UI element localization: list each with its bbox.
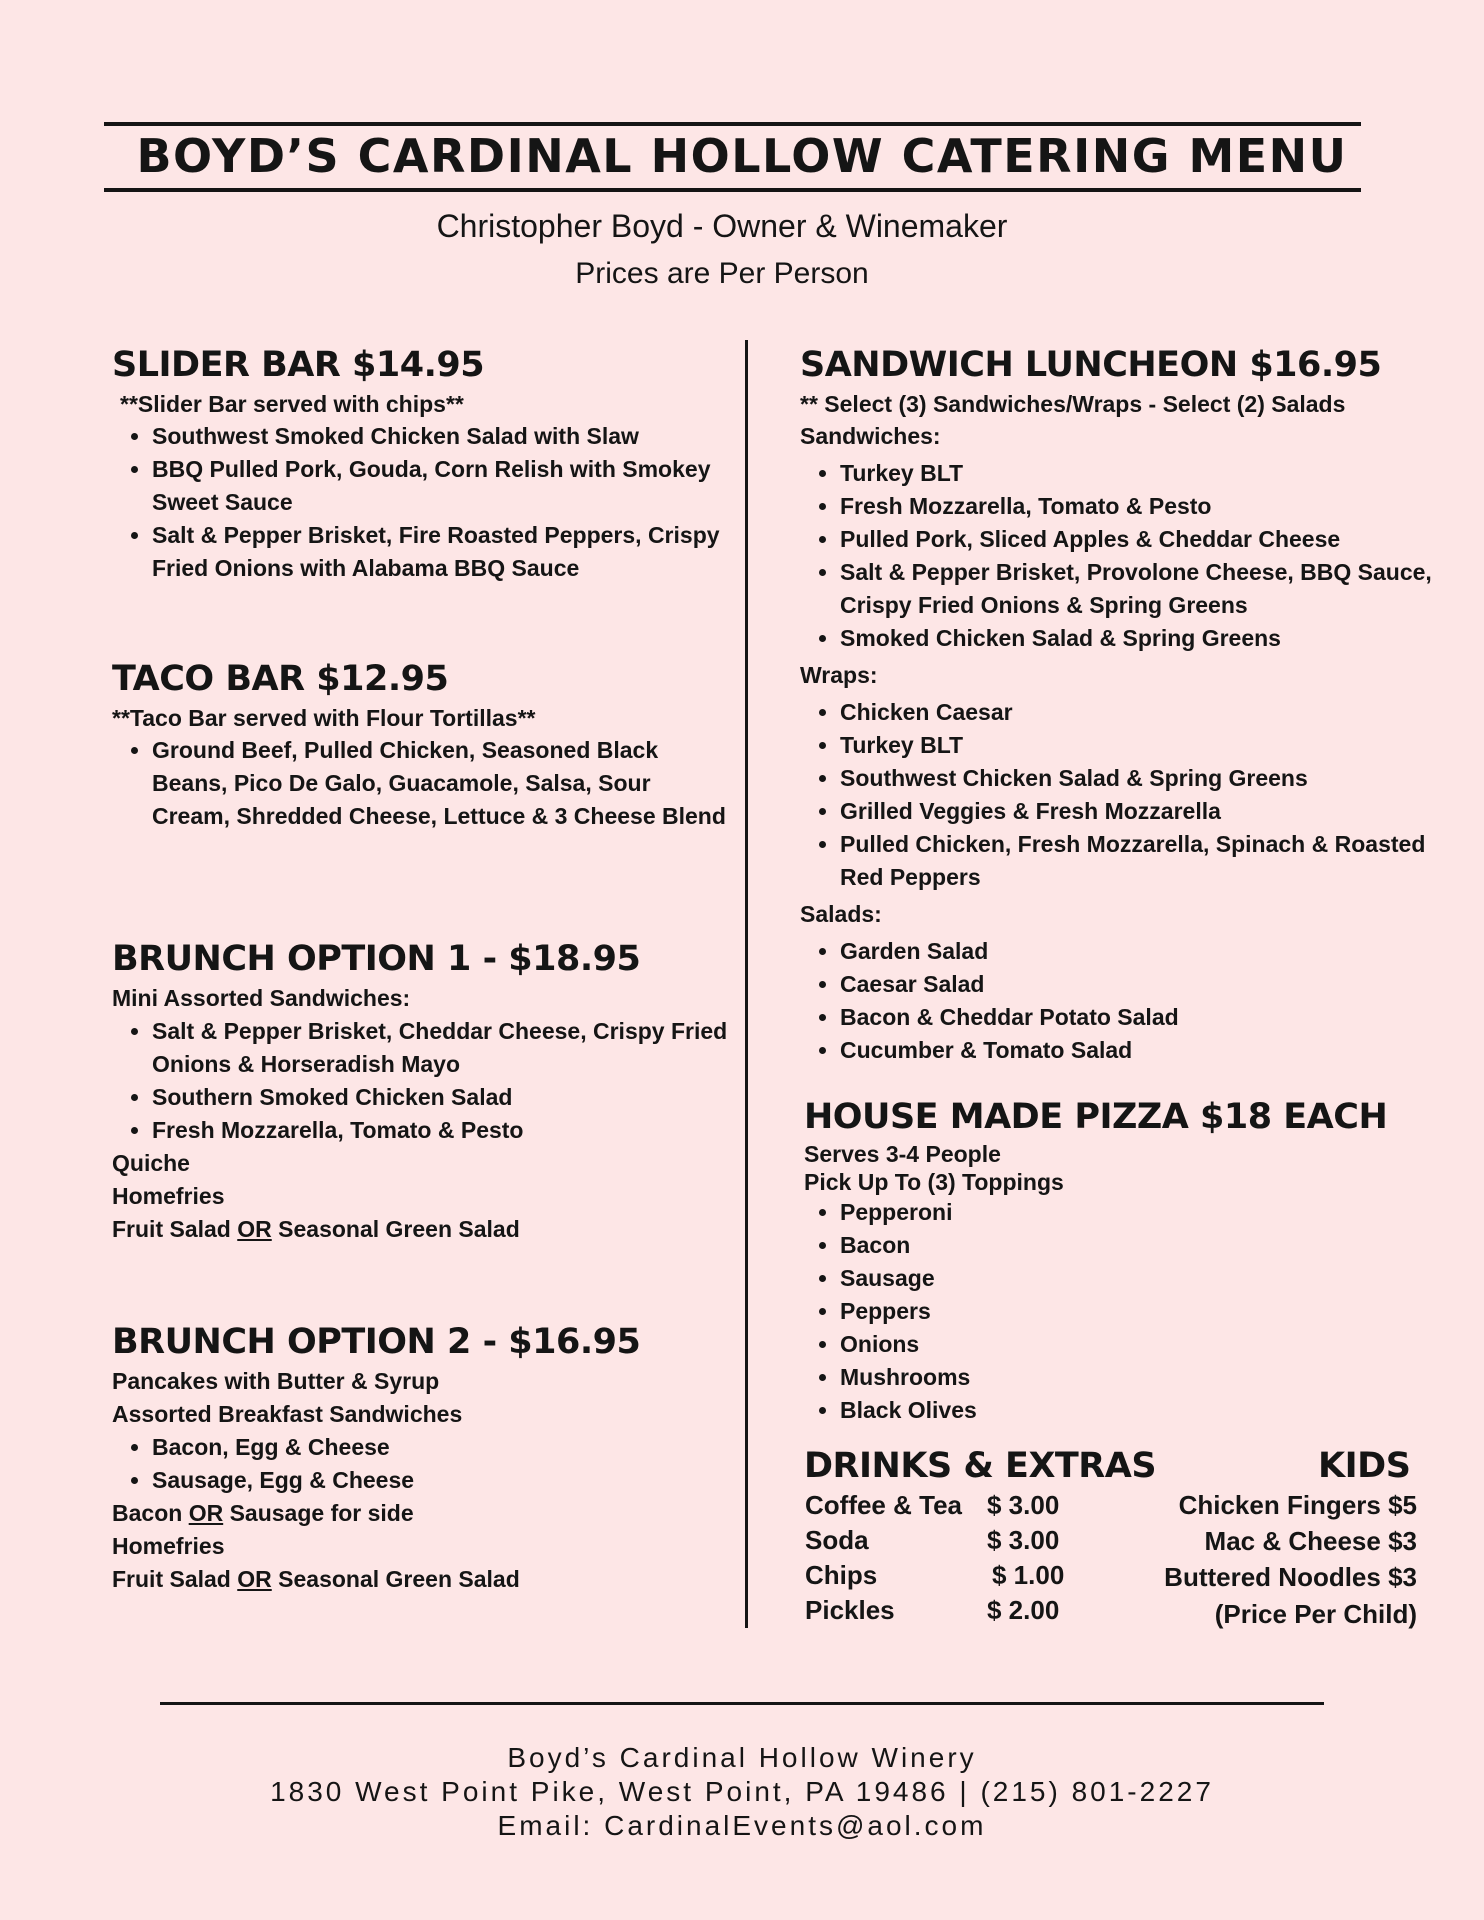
list-item: • Bacon & Cheddar Potato Salad [840, 1001, 1450, 1034]
list-item: • Pepperoni [840, 1196, 1454, 1229]
taco-bar-list [112, 734, 732, 833]
drink-price: $ 2.00 [987, 1595, 1060, 1625]
drink-name: Pickles [805, 1595, 895, 1625]
list-item: • Fresh Mozzarella, Tomato & Pesto [840, 490, 1450, 523]
list-item: • Caesar Salad [840, 968, 1450, 1001]
footer-winery-name: Boyd’s Cardinal Hollow Winery [507, 1742, 977, 1773]
list-item: • Salt & Pepper Brisket, Provolone Cheese, BBQ Sauce, Crispy Fried Onions & Spring Greens [840, 556, 1450, 622]
sandwich-luncheon-note: ** Select (3) Sandwiches/Wraps - Select (2) Salads [800, 391, 1346, 417]
drink-name: Chips [805, 1560, 878, 1590]
brunch-option-1-heading: BRUNCH OPTION 1 - $18.95 [112, 939, 641, 979]
brunch-option-2-heading: BRUNCH OPTION 2 - $16.95 [112, 1322, 641, 1362]
column-divider [745, 340, 748, 1628]
salad-option-a: Fruit Salad [112, 1566, 231, 1592]
footer-address: 1830 West Point Pike, West Point, PA 19486 | (215) 801-2227 [270, 1776, 1214, 1807]
list-item: • Salt & Pepper Brisket, Cheddar Cheese, Crispy Fried Onions & Horseradish Mayo [152, 1015, 732, 1081]
list-item: • Ground Beef, Pulled Chicken, Seasoned Black Beans, Pico De Galo, Guacamole, Salsa, Sour Cream, Shredded Cheese, Lettuce & 3 Cheese Blend [152, 734, 732, 833]
list-item: • Southwest Smoked Chicken Salad with Slaw [152, 420, 732, 453]
brunch-1-list [112, 1015, 732, 1147]
drink-name: Soda [805, 1525, 869, 1555]
list-item: • Bacon [840, 1229, 1454, 1262]
brunch-option-2-section [112, 1319, 732, 1596]
list-item: • Cucumber & Tomato Salad [840, 1034, 1450, 1067]
brunch-2-side-choice [112, 1497, 732, 1530]
pizza-toppings-note: Pick Up To (3) Toppings [804, 1169, 1064, 1195]
list-item: • Mushrooms [840, 1361, 1454, 1394]
salad-option-a: Fruit Salad [112, 1216, 231, 1242]
list-item: • Smoked Chicken Salad & Spring Greens [840, 622, 1450, 655]
kids-price-note: (Price Per Child) [1214, 1599, 1417, 1629]
brunch-1-salad-choice [112, 1213, 732, 1246]
brunch-2-homefries: Homefries [112, 1533, 225, 1559]
kids-item: Mac & Cheese $3 [1204, 1526, 1417, 1556]
salads-list [800, 935, 1450, 1067]
wraps-label: Wraps: [800, 662, 878, 688]
title-rule-bottom [104, 188, 1361, 192]
brunch-2-list [112, 1431, 732, 1497]
drink-price: $ 1.00 [992, 1560, 1065, 1590]
brunch-1-intro: Mini Assorted Sandwiches: [112, 985, 411, 1011]
drink-price: $ 3.00 [987, 1525, 1060, 1555]
pricing-note: Prices are Per Person [575, 257, 869, 290]
or-connector: OR [237, 1216, 272, 1242]
list-item: • Chicken Caesar [840, 696, 1450, 729]
or-connector: OR [188, 1500, 224, 1526]
salads-label: Salads: [800, 901, 882, 927]
list-item: • Southern Smoked Chicken Salad [152, 1081, 732, 1114]
page-title: BOYD’S CARDINAL HOLLOW CATERING MENU [136, 129, 1348, 183]
brunch-2-sandwiches: Assorted Breakfast Sandwiches [112, 1401, 463, 1427]
side-option-b: Sausage for side [229, 1500, 414, 1526]
slider-bar-section [112, 342, 732, 585]
list-item: • Onions [840, 1328, 1454, 1361]
salad-option-b: Seasonal Green Salad [278, 1216, 520, 1242]
pizza-heading: HOUSE MADE PIZZA $18 EACH [804, 1097, 1388, 1137]
list-item: • Salt & Pepper Brisket, Fire Roasted Peppers, Crispy Fried Onions with Alabama BBQ Sauce [152, 519, 732, 585]
slider-bar-list [112, 420, 732, 585]
list-item: • Grilled Veggies & Fresh Mozzarella [840, 795, 1450, 828]
pizza-toppings-list [804, 1196, 1454, 1427]
taco-bar-section [112, 656, 732, 833]
kids-item: Chicken Fingers $5 [1178, 1490, 1417, 1520]
footer-rule [160, 1702, 1324, 1705]
sandwich-luncheon-section [800, 342, 1450, 1067]
list-item: • Pulled Chicken, Fresh Mozzarella, Spinach & Roasted Red Peppers [840, 828, 1450, 894]
salad-option-b: Seasonal Green Salad [278, 1566, 520, 1592]
or-connector: OR [237, 1566, 272, 1592]
sandwiches-list [800, 457, 1450, 655]
brunch-1-homefries: Homefries [112, 1183, 225, 1209]
brunch-2-salad-choice [112, 1563, 732, 1596]
taco-bar-note: **Taco Bar served with Flour Tortillas** [112, 705, 536, 731]
sandwiches-label: Sandwiches: [800, 423, 941, 449]
slider-bar-note: **Slider Bar served with chips** [120, 391, 464, 417]
list-item: • Garden Salad [840, 935, 1450, 968]
brunch-option-1-section [112, 936, 732, 1246]
list-item: • Black Olives [840, 1394, 1454, 1427]
owner-line: Christopher Boyd - Owner & Winemaker [436, 208, 1008, 244]
list-item: • Bacon, Egg & Cheese [152, 1431, 732, 1464]
taco-bar-heading: TACO BAR $12.95 [112, 659, 449, 699]
kids-item: Buttered Noodles $3 [1164, 1562, 1417, 1592]
list-item: • BBQ Pulled Pork, Gouda, Corn Relish with Smokey Sweet Sauce [152, 453, 732, 519]
list-item: • Turkey BLT [840, 729, 1450, 762]
list-item: • Fresh Mozzarella, Tomato & Pesto [152, 1114, 732, 1147]
list-item: • Turkey BLT [840, 457, 1450, 490]
drinks-heading: DRINKS & EXTRAS [804, 1446, 1157, 1486]
list-item: • Peppers [840, 1295, 1454, 1328]
brunch-2-pancakes: Pancakes with Butter & Syrup [112, 1368, 440, 1394]
side-option-a: Bacon [112, 1500, 183, 1526]
slider-bar-heading: SLIDER BAR $14.95 [112, 345, 485, 385]
list-item: • Sausage [840, 1262, 1454, 1295]
drink-price: $ 3.00 [987, 1490, 1060, 1520]
list-item: • Pulled Pork, Sliced Apples & Cheddar Cheese [840, 523, 1450, 556]
footer-email: Email: CardinalEvents@aol.com [497, 1810, 987, 1841]
pizza-serves: Serves 3-4 People [804, 1141, 1001, 1167]
sandwich-luncheon-heading: SANDWICH LUNCHEON $16.95 [800, 345, 1382, 385]
wraps-list [800, 696, 1450, 894]
brunch-1-quiche: Quiche [112, 1150, 190, 1176]
kids-heading: KIDS [1318, 1446, 1411, 1486]
list-item: • Sausage, Egg & Cheese [152, 1464, 732, 1497]
drink-name: Coffee & Tea [805, 1490, 962, 1520]
pizza-section [804, 1094, 1454, 1427]
list-item: • Southwest Chicken Salad & Spring Greens [840, 762, 1450, 795]
